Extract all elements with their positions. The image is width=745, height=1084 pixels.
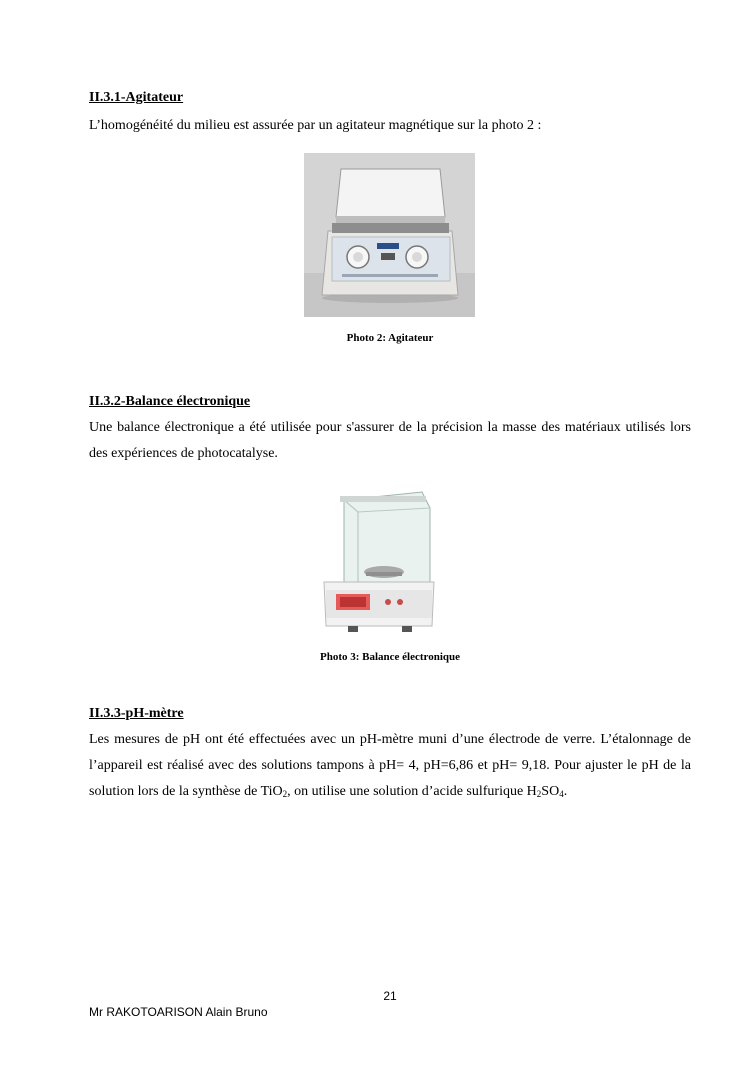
balance-photo (318, 486, 438, 636)
paragraph-balance: Une balance électronique a été utilisée pour s'assurer de la précision la masse des matériaux utilisés lors des expériences de photocatalyse. (89, 420, 691, 461)
h2so4-subscript-h: 2 (536, 789, 542, 799)
phmetre-text-3: SO (541, 784, 560, 799)
phmetre-text-4: . (563, 784, 568, 799)
section-heading-agitateur: II.3.1-Agitateur (89, 90, 184, 105)
agitateur-photo (304, 153, 475, 317)
section-heading-phmetre: II.3.3-pH-mètre (89, 706, 184, 721)
phmetre-text-1: Les mesures de pH ont été effectuées avec un pH-mètre muni d’une électrode de verre. L’étalonnage de l’appareil est réalisé avec des solutions tampons à pH= 4, pH=6,86 et pH= 9,18. Pour ajuster le pH de la solution lors de la synthèse de TiO (89, 732, 691, 799)
paragraph-phmetre (89, 727, 691, 805)
photo-caption-balance: Photo 3: Balance électronique (319, 651, 461, 663)
photo-caption-agitateur: Photo 2: Agitateur (346, 332, 434, 344)
paragraph-agitateur: L’homogénéité du milieu est assurée par un agitateur magnétique sur la photo 2 : (89, 118, 542, 133)
page-number: 21 (383, 989, 397, 1003)
tio2-subscript: 2 (282, 789, 288, 799)
phmetre-text-2: , on utilise une solution d’acide sulfurique H (287, 784, 537, 799)
footer-author: Mr RAKOTOARISON Alain Bruno (89, 1005, 268, 1019)
h2so4-subscript-o: 4 (559, 789, 564, 799)
section-heading-balance: II.3.2-Balance électronique (89, 394, 251, 409)
